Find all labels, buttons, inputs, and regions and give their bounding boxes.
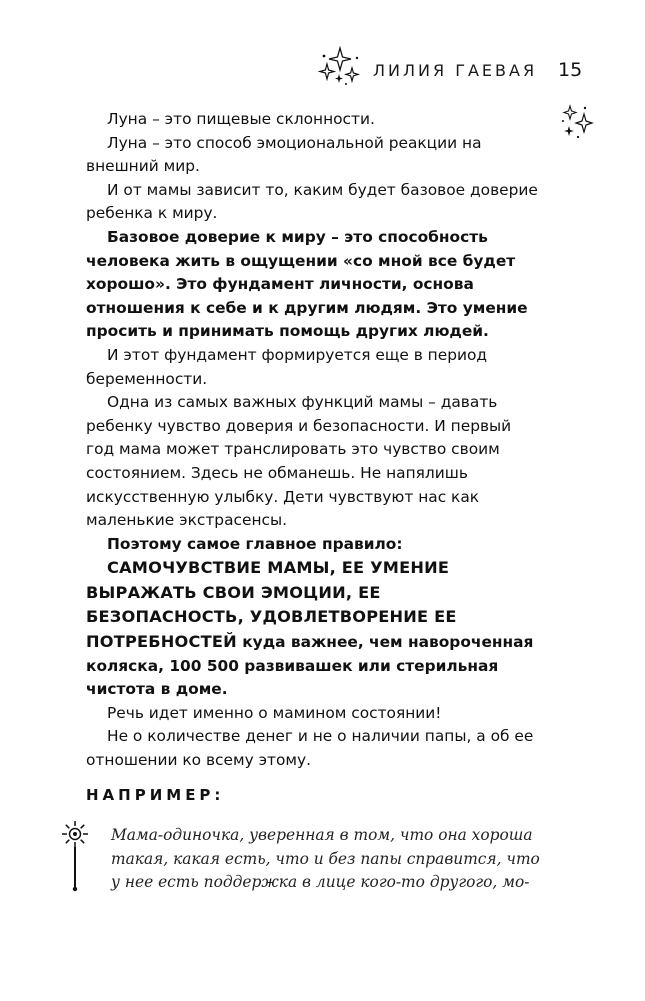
example-text bbox=[111, 824, 544, 895]
paragraph: И от мамы зависит то, каким будет базовое доверие ребенка к миру. bbox=[86, 180, 538, 223]
margin-stars-icon bbox=[560, 104, 594, 140]
paragraph: Одна из самых важных функций мамы – давать ребенку чувство доверия и безопасности. И первый год мама может транслировать это чувство своим состоянием. Здесь не обманешь. Не напялишь искусственную улыбку. Дети чувствуют нас как маленькие экстрасенсы. bbox=[86, 393, 512, 530]
paragraph: Луна – это способ эмоциональной реакции на внешний мир. bbox=[86, 133, 482, 176]
example-heading: НАПРИМЕР: bbox=[86, 786, 225, 804]
main-text bbox=[86, 108, 544, 773]
rule-paragraph bbox=[86, 556, 544, 702]
stars-icon bbox=[318, 46, 362, 86]
paragraph: Луна – это пищевые склонности. bbox=[107, 110, 375, 128]
sun-wand-icon bbox=[60, 820, 90, 892]
paragraph: Не о количестве денег и не о наличии папы, а об ее отношении ко всему этому. bbox=[86, 727, 534, 770]
page-number: 15 bbox=[558, 59, 583, 81]
example-paragraph: Мама-одиночка, уверенная в том, что она хороша такая, какая есть, что и без папы справится, что у нее есть поддержка в лице кого-то другого, мо- bbox=[111, 826, 540, 892]
running-header-author: ЛИЛИЯ ГАЕВАЯ bbox=[373, 61, 538, 80]
paragraph: Речь идет именно о мамином состоянии! bbox=[107, 703, 442, 722]
bold-paragraph: Базовое доверие к миру – это способность человека жить в ощущении «со мной все будет хорошо». Это фундамент личности, основа отношения к себе и к другим людям. Это умение просить и принимать помощь других людей. bbox=[86, 227, 528, 341]
rule-caps: САМОЧУВСТВИЕ МАМЫ, ЕЕ УМЕНИЕ ВЫРАЖАТЬ СВОИ ЭМОЦИИ, ЕЕ БЕЗОПАСНОСТЬ, УДОВЛЕТВОРЕНИЕ ЕЕ ПОТРЕБНОСТЕЙ bbox=[86, 558, 457, 652]
paragraph: И этот фундамент формируется еще в период беременности. bbox=[86, 345, 488, 388]
rule-rest: куда важнее, чем навороченная коляска, 100 500 развивашек или стерильная чистота в доме. bbox=[86, 633, 534, 699]
rule-intro: Поэтому самое главное правило: bbox=[107, 534, 403, 553]
